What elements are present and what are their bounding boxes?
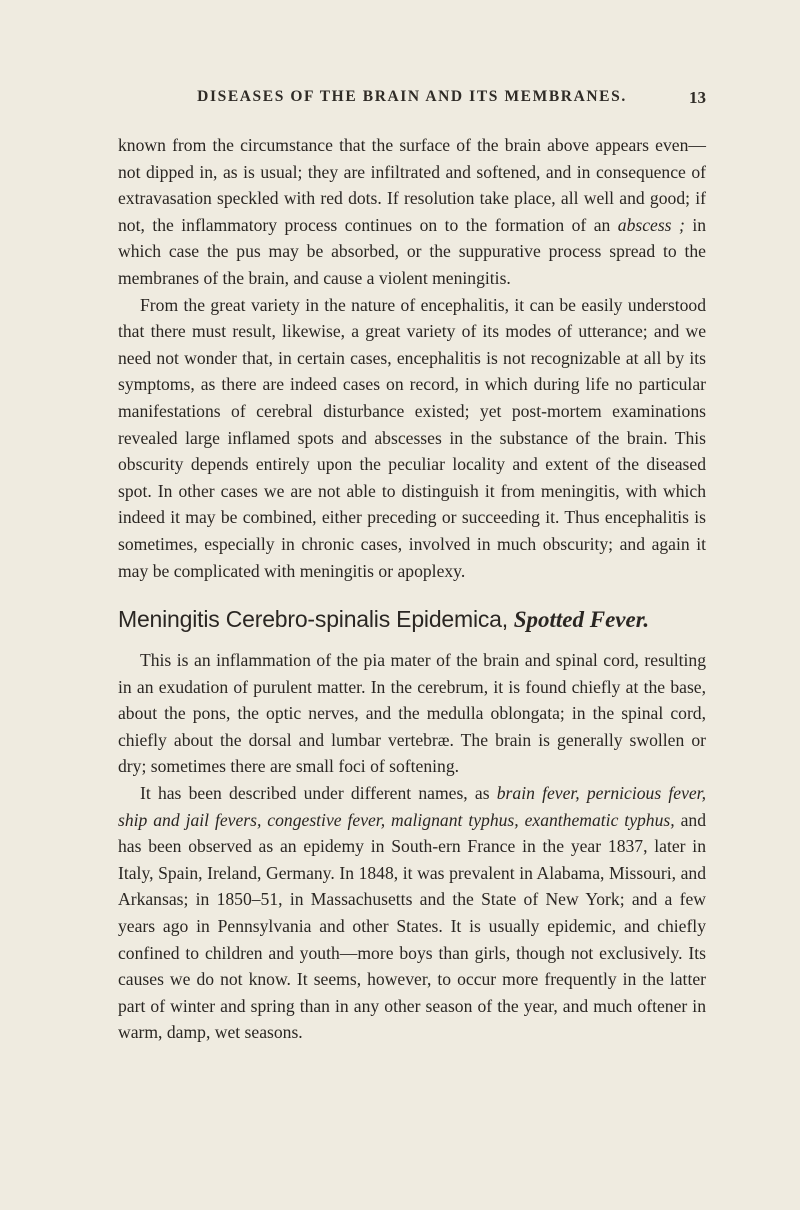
paragraph: From the great variety in the nature of encephalitis, it can be easily understood that there must result, likewise, a great variety of its modes of utterance; and we need not wonder that, in certain cases, encephalitis is not recognizable at all by its symptoms, as there are indeed cases on record, in which during life no particular manifestations of cerebral disturbance existed; yet post-mortem examinations revealed large inflamed spots and abscesses in the substance of the brain. This obscurity depends entirely upon the peculiar locality and extent of the diseased spot. In other cases we are not able to distinguish it from meningitis, with which indeed it may be combined, either preceding or succeeding it. Thus encephalitis is sometimes, especially in chronic cases, involved in much obscurity; and again it may be complicated with meningitis or apoplexy. bbox=[118, 294, 706, 581]
section-heading bbox=[118, 604, 706, 635]
page-number: 13 bbox=[689, 88, 706, 107]
running-header bbox=[118, 0, 706, 124]
paragraph bbox=[118, 132, 706, 292]
paragraph-text: and has been observed as an epidemy in South-ern France in the year 1837, later in Italy, Spain, Ireland, Germany. In 1848, it was prevalent in Alabama, Missouri, and Arkansas; in 1850–51, in Massachusetts and the State of New York; and a few years ago in Pennsylvania and other States. It is usually epidemic, and chiefly confined to children and youth—more boys than girls, though not exclusively. Its causes we do not know. It seems, however, to occur more frequently in the latter part of winter and spring than in any other season of the year, and much oftener in warm, damp, wet seasons. bbox=[118, 809, 706, 1043]
paragraph bbox=[118, 780, 706, 1046]
paragraph: This is an inflammation of the pia mater of the brain and spinal cord, resulting in an exudation of purulent matter. In the cerebrum, it is found chiefly at the base, about the pons, the optic nerves, and the medulla oblongata; in the spinal cord, chiefly about the dorsal and lumbar vertebræ. The brain is generally swollen or dry; sometimes there are small foci of softening. bbox=[118, 650, 706, 777]
italic-names: brain fever, pernicious fever, ship and jail fevers, congestive fever, malignant typhus, exanthematic typhus, bbox=[118, 783, 706, 830]
paragraph-text: known from the circumstance that the surface of the brain above appears even—not dipped in, as is usual; they are infiltrated and softened, and in consequence of extravasation speckled with red dots. If resolution take place, all well and good; if not, the inflammatory process continues on to the formation of an bbox=[118, 135, 706, 235]
section-heading-italic: Spotted Fever. bbox=[513, 607, 650, 633]
running-title: DISEASES OF THE BRAIN AND ITS MEMBRANES. bbox=[197, 88, 627, 105]
section-heading-main: Meningitis Cerebro-spinalis Epidemica, bbox=[118, 606, 508, 633]
italic-term: abscess ; bbox=[617, 214, 685, 235]
paragraph-text: It has been described under different names, as bbox=[140, 783, 497, 804]
body-text bbox=[118, 132, 706, 1046]
paragraph-text: in which case the pus may be absorbed, or the suppurative process spread to the membranes of the brain, and cause a violent meningitis. bbox=[118, 214, 707, 288]
